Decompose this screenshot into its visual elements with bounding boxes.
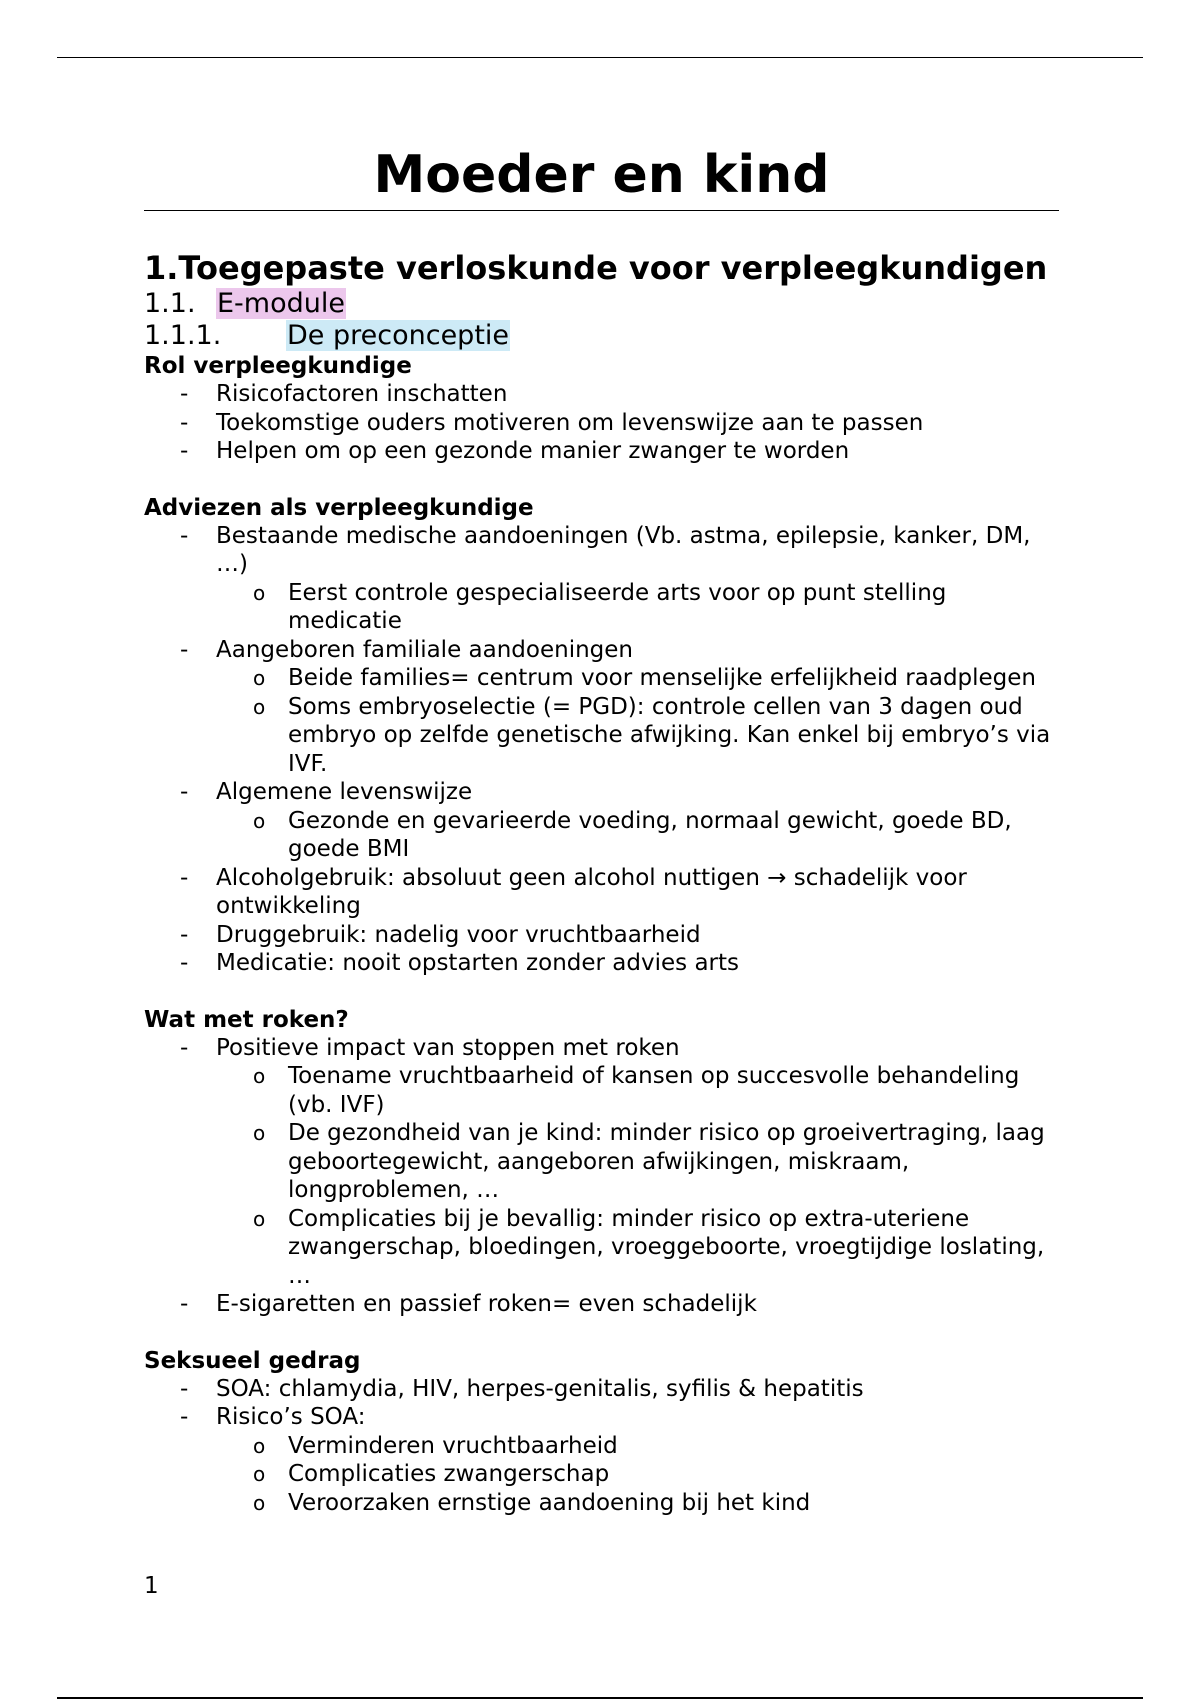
dash-bullet: - <box>180 1291 189 1317</box>
document-page <box>144 140 1059 1517</box>
sub-list-container <box>144 1062 1059 1290</box>
list-item <box>144 1034 1059 1063</box>
dash-bullet: - <box>180 1375 189 1402</box>
sub-list-item <box>216 1062 1059 1119</box>
sub-list-item <box>216 693 1059 779</box>
list-item-text: Risicofactoren inschatten <box>216 381 508 407</box>
dash-bullet: - <box>180 1034 189 1061</box>
dash-bullet: - <box>180 522 189 549</box>
heading-1-label: Toegepaste verloskunde voor verpleegkundigen <box>178 249 1048 287</box>
list-item <box>144 636 1059 665</box>
sub-list-item <box>216 664 1059 693</box>
list-item <box>144 437 1059 466</box>
list-item <box>144 409 1059 438</box>
dash-bullet: - <box>180 864 189 891</box>
sub-list-container <box>144 579 1059 636</box>
list-item-text: SOA: chlamydia, HIV, herpes-genitalis, syfilis & hepatitis <box>216 1375 864 1402</box>
list-item <box>144 864 1059 921</box>
circle-bullet: o <box>253 1064 266 1088</box>
list-item <box>144 1290 1059 1319</box>
circle-bullet: o <box>253 1433 266 1458</box>
dash-bullet: - <box>180 950 189 976</box>
circle-bullet: o <box>253 694 266 719</box>
list-item-text: Bestaande medische aandoeningen (Vb. astma, epilepsie, kanker, DM, …) <box>216 522 1031 577</box>
document-title: Moeder en kind <box>373 145 830 205</box>
sub-list-item-text: Eerst controle gespecialiseerde arts voor op punt stelling medicatie <box>288 579 947 634</box>
bullet-list <box>144 380 1059 466</box>
sub-list-item <box>216 1205 1059 1291</box>
sub-list-item <box>216 1460 1059 1489</box>
dash-bullet: - <box>180 779 189 805</box>
heading-2-label: E-module <box>217 288 345 319</box>
sub-bullet-list <box>216 1432 1059 1518</box>
list-item-text: Druggebruik: nadelig voor vruchtbaarheid <box>216 921 701 948</box>
sub-list-item-text: De gezondheid van je kind: minder risico op groeivertraging, laag geboortegewicht, aangeboren afwijkingen, miskraam, longproblemen, … <box>288 1120 1045 1203</box>
sub-bullet-list <box>216 807 1059 864</box>
heading-3 <box>144 320 1059 352</box>
list-item <box>144 921 1059 950</box>
sub-list-item-text: Veroorzaken ernstige aandoening bij het kind <box>288 1489 811 1516</box>
circle-bullet: o <box>253 580 266 605</box>
section-title: Seksueel gedrag <box>144 1347 361 1374</box>
page-number: 1 <box>144 1573 159 1599</box>
sub-list-item-text: Complicaties zwangerschap <box>288 1461 610 1487</box>
circle-bullet: o <box>253 1206 266 1231</box>
list-item-text: Alcoholgebruik: absoluut geen alcohol nuttigen → schadelijk voor ontwikkeling <box>216 864 967 919</box>
sub-list-item-text: Toename vruchtbaarheid of kansen op succesvolle behandeling (vb. IVF) <box>288 1063 1020 1118</box>
list-item <box>144 1375 1059 1404</box>
sub-bullet-list <box>216 664 1059 778</box>
sub-bullet-list <box>216 1062 1059 1290</box>
list-item-text: Helpen om op een gezonde manier zwanger te worden <box>216 438 850 464</box>
list-item-text: Medicatie: nooit opstarten zonder advies arts <box>216 950 739 976</box>
list-item <box>144 522 1059 579</box>
heading-3-label: De preconceptie <box>287 320 510 351</box>
sub-list-item <box>216 807 1059 864</box>
dash-bullet: - <box>180 381 189 407</box>
dash-bullet: - <box>180 1404 189 1430</box>
dash-bullet: - <box>180 438 189 464</box>
heading-3-number: 1.1.1. <box>144 320 222 351</box>
heading-2 <box>144 288 1059 320</box>
page-bottom-rule <box>57 1697 1143 1699</box>
sub-list-item <box>216 1489 1059 1518</box>
sub-list-item <box>216 1119 1059 1205</box>
circle-bullet: o <box>253 1121 266 1145</box>
dash-bullet: - <box>180 409 189 436</box>
list-item-text: Risico’s SOA: <box>216 1404 366 1430</box>
bullet-list <box>144 1375 1059 1518</box>
list-item <box>144 1403 1059 1432</box>
circle-bullet: o <box>253 1490 266 1515</box>
list-item <box>144 778 1059 807</box>
page-top-rule <box>57 57 1143 58</box>
heading-1-number: 1. <box>144 249 179 287</box>
sub-list-container <box>144 664 1059 778</box>
list-item-text: Aangeboren familiale aandoeningen <box>216 636 633 663</box>
document-sections <box>144 352 1059 1517</box>
list-item-text: E-sigaretten en passief roken= even schadelijk <box>216 1291 757 1317</box>
sub-list-container <box>144 1432 1059 1518</box>
sub-list-container <box>144 807 1059 864</box>
title-underline <box>144 210 1059 211</box>
list-item-text: Positieve impact van stoppen met roken <box>216 1034 680 1061</box>
list-item-text: Algemene levenswijze <box>216 779 473 805</box>
list-item <box>144 949 1059 978</box>
sub-list-item-text: Gezonde en gevarieerde voeding, normaal gewicht, goede BD, goede BMI <box>288 807 1012 862</box>
dash-bullet: - <box>180 921 189 948</box>
heading-2-number: 1.1. <box>144 288 196 319</box>
circle-bullet: o <box>253 666 266 690</box>
circle-bullet: o <box>253 1462 266 1486</box>
dash-bullet: - <box>180 636 189 663</box>
heading-1 <box>144 248 1059 288</box>
list-item-text: Toekomstige ouders motiveren om levenswijze aan te passen <box>216 409 924 436</box>
sub-list-item-text: Complicaties bij je bevallig: minder risico op extra-uteriene zwangerschap, bloedingen, vroeggeboorte, vroegtijdige loslating, … <box>288 1205 1045 1289</box>
bullet-list <box>144 522 1059 978</box>
sub-list-item-text: Verminderen vruchtbaarheid <box>288 1432 618 1459</box>
section-title: Wat met roken? <box>144 1006 349 1033</box>
bullet-list <box>144 1034 1059 1319</box>
sub-bullet-list <box>216 579 1059 636</box>
sub-list-item-text: Beide families= centrum voor menselijke erfelijkheid raadplegen <box>288 665 1037 691</box>
sub-list-item-text: Soms embryoselectie (= PGD): controle cellen van 3 dagen oud embryo op zelfde genetische afwijking. Kan enkel bij embryo’s via IVF. <box>288 693 1051 777</box>
section-title: Rol verpleegkundige <box>144 353 412 379</box>
sub-list-item <box>216 579 1059 636</box>
circle-bullet: o <box>253 808 266 833</box>
list-item <box>144 380 1059 409</box>
section-title: Adviezen als verpleegkundige <box>144 494 534 521</box>
sub-list-item <box>216 1432 1059 1461</box>
